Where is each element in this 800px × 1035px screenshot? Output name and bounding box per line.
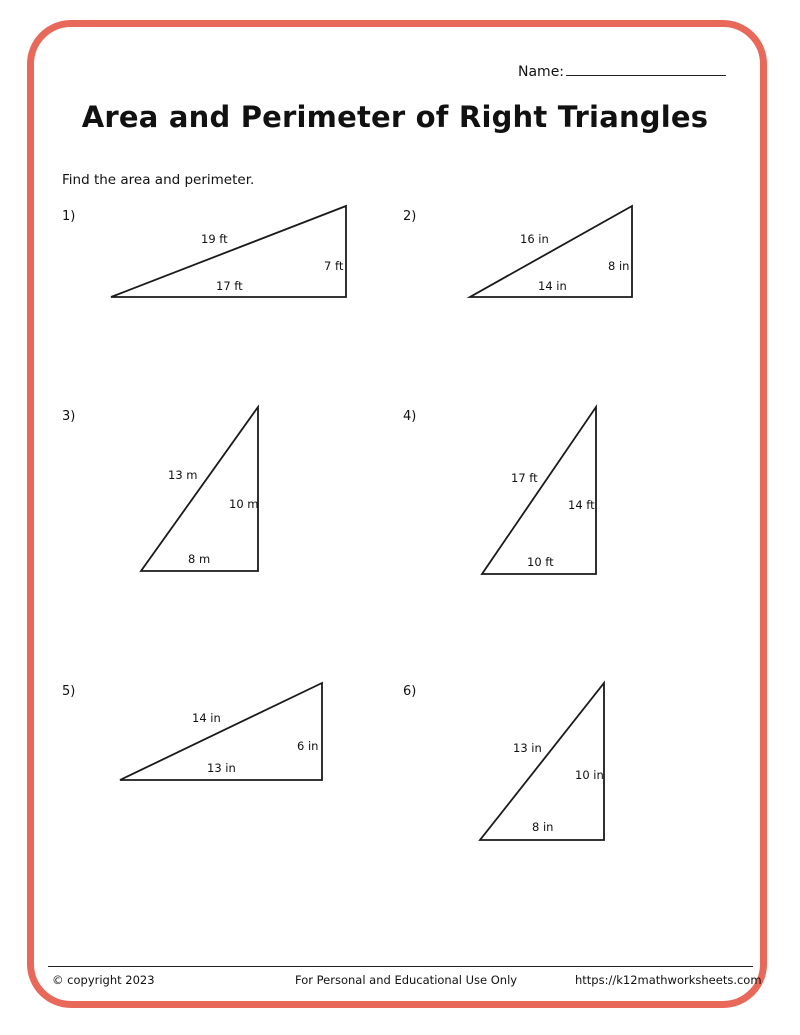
page-title: Area and Perimeter of Right Triangles [81, 100, 709, 134]
hypotenuse-label: 13 in [513, 741, 542, 755]
height-label: 8 in [608, 259, 630, 273]
footer-copyright: © copyright 2023 [52, 973, 155, 987]
hypotenuse-label: 13 m [168, 468, 198, 482]
hypotenuse-label: 16 in [520, 232, 549, 246]
height-label: 7 ft [324, 259, 344, 273]
base-label: 8 in [532, 820, 554, 834]
problem-number: 2) [403, 209, 417, 224]
instructions: Find the area and perimeter. [62, 172, 255, 188]
problem-number: 1) [62, 209, 76, 224]
height-label: 14 ft [568, 498, 595, 512]
footer-divider [48, 966, 753, 967]
base-label: 8 m [188, 552, 211, 566]
height-label: 10 m [229, 497, 259, 511]
footer-url-link[interactable]: https://k12mathworksheets.com [575, 973, 762, 987]
triangle-shape [480, 683, 604, 840]
hypotenuse-label: 19 ft [201, 232, 228, 246]
base-label: 13 in [207, 761, 236, 775]
base-label: 10 ft [527, 555, 554, 569]
base-label: 14 in [538, 279, 567, 293]
name-label: Name: [518, 64, 565, 80]
problem-number: 5) [62, 684, 76, 699]
problem-number: 3) [62, 409, 76, 424]
height-label: 10 in [575, 768, 604, 782]
problem-number: 6) [403, 684, 417, 699]
base-label: 17 ft [216, 279, 243, 293]
hypotenuse-label: 17 ft [511, 471, 538, 485]
footer-usage-note: For Personal and Educational Use Only [295, 973, 518, 987]
height-label: 6 in [297, 739, 319, 753]
hypotenuse-label: 14 in [192, 711, 221, 725]
problem-number: 4) [403, 409, 417, 424]
